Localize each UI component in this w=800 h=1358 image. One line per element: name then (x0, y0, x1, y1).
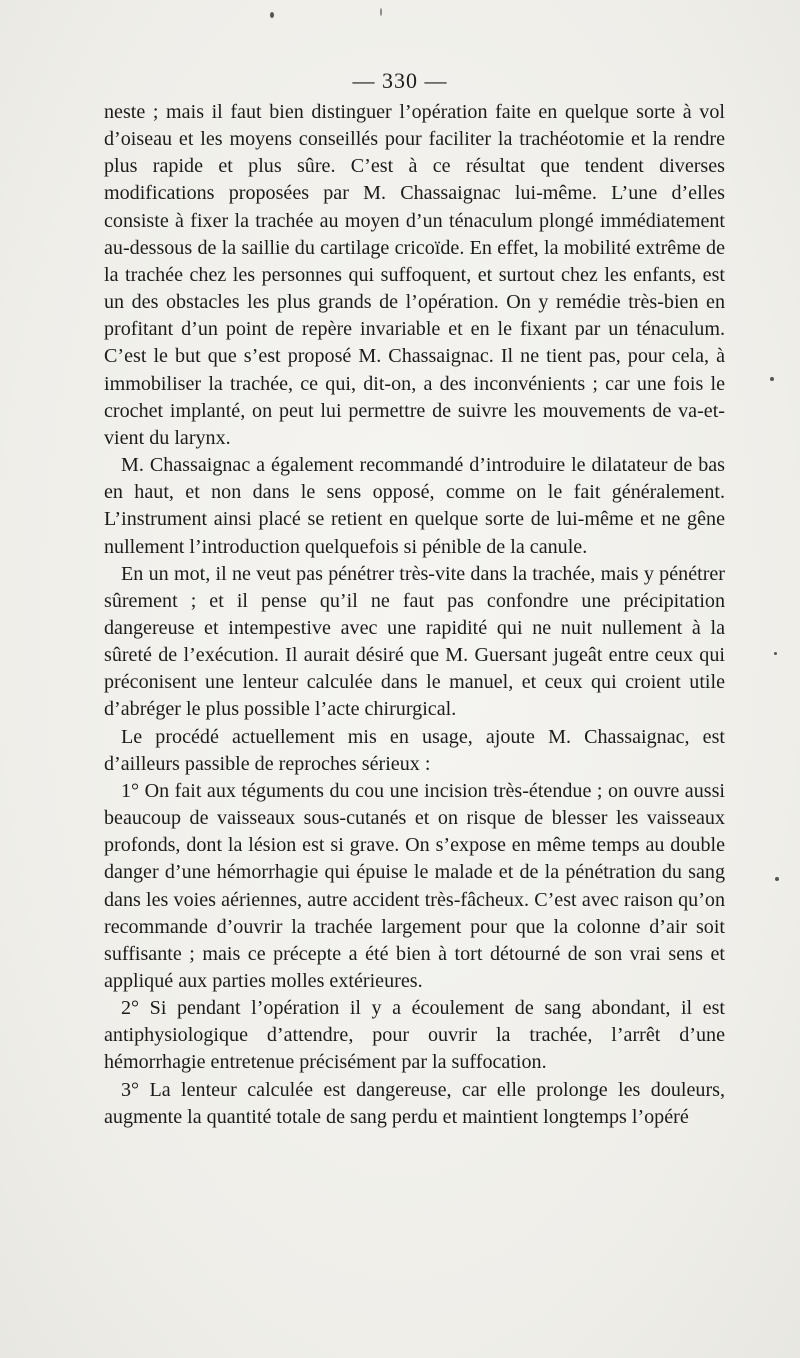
print-speck (774, 652, 777, 655)
paragraph-point-1: 1° On fait aux téguments du cou une incision très-étendue ; on ouvre aussi beaucoup de vaisseaux sous-cutanés et on risque de blesser les vaisseaux profonds, dont la lésion est si grave. On s’expose en même temps au double danger d’une hémorrhagie qui épuise le malade et de la pénétration du sang dans les voies aériennes, autre accident très-fâcheux. C’est avec raison qu’on recommande d’ouvrir la trachée largement pour que la colonne d’air soit suffisante ; mais ce précepte a été bien à tort détourné de son vrai sens et appliqué aux parties molles extérieures. (104, 779, 725, 992)
paragraph-continuation: neste ; mais il faut bien distinguer l’opération faite en quelque sorte à vol d’oiseau et les moyens conseillés pour faciliter la trachéotomie et la rendre plus rapide et plus sûre. C’est à ce résultat que tendent diverses modifications proposées par M. Chassaignac lui-même. L’une d’elles consiste à fixer la trachée au moyen d’un ténaculum plongé immédiatement au-dessous de la saillie du cartilage cricoïde. En effet, la mobilité extrême de la trachée chez les personnes qui suffoquent, et surtout chez les enfants, est un des obstacles les plus grands de l’opération. On y remédie très-bien en profitant d’un point de repère invariable et en le fixant par un ténaculum. C’est le but que s’est proposé M. Chassaignac. Il ne tient pas, pour cela, à immobiliser la trachée, ce qui, dit-on, a des inconvénients ; car une fois le crochet implanté, on peut lui permettre de suivre les mouvements de va-et-vient du larynx. (104, 101, 725, 449)
paragraph-dilatateur: M. Chassaignac a également recommandé d’introduire le dilatateur de bas en haut, et non dans le sens opposé, comme on le fait généralement. L’instrument ainsi placé se retient en quelque sorte de lui-même et ne gêne nullement l’introduction quelquefois si pénible de la canule. (104, 454, 725, 558)
paragraph-procede: Le procédé actuellement mis en usage, ajoute M. Chassaignac, est d’ailleurs passible de reproches sérieux : (104, 725, 725, 775)
print-speck (380, 8, 382, 16)
paragraph-point-2: 2° Si pendant l’opération il y a écoulement de sang abondant, il est antiphysiologique d’attendre, pour ouvrir la trachée, l’arrêt d’une hémorrhagie entretenue précisément par la suffocation. (104, 997, 725, 1074)
print-speck (270, 12, 274, 18)
paragraph-point-3: 3° La lenteur calculée est dangereuse, car elle prolonge les douleurs, augmente la quantité totale de sang perdu et maintient longtemps l’opéré (104, 1078, 725, 1128)
page-number: — 330 — (352, 68, 448, 93)
paragraph-en-un-mot: En un mot, il ne veut pas pénétrer très-vite dans la trachée, mais y pénétrer sûrement ; et il pense qu’il ne faut pas confondre une précipitation dangereuse et intempestive avec une rapidité qui ne nuit nullement à la sûreté de l’exécution. Il aurait désiré que M. Guersant jugeât entre ceux qui préconisent une lenteur calculée dans le manuel, et ceux qui croient utile d’abréger le plus possible l’acte chirurgical. (104, 562, 725, 721)
print-speck (770, 377, 774, 381)
print-speck (775, 877, 779, 881)
body-text (104, 99, 725, 1131)
